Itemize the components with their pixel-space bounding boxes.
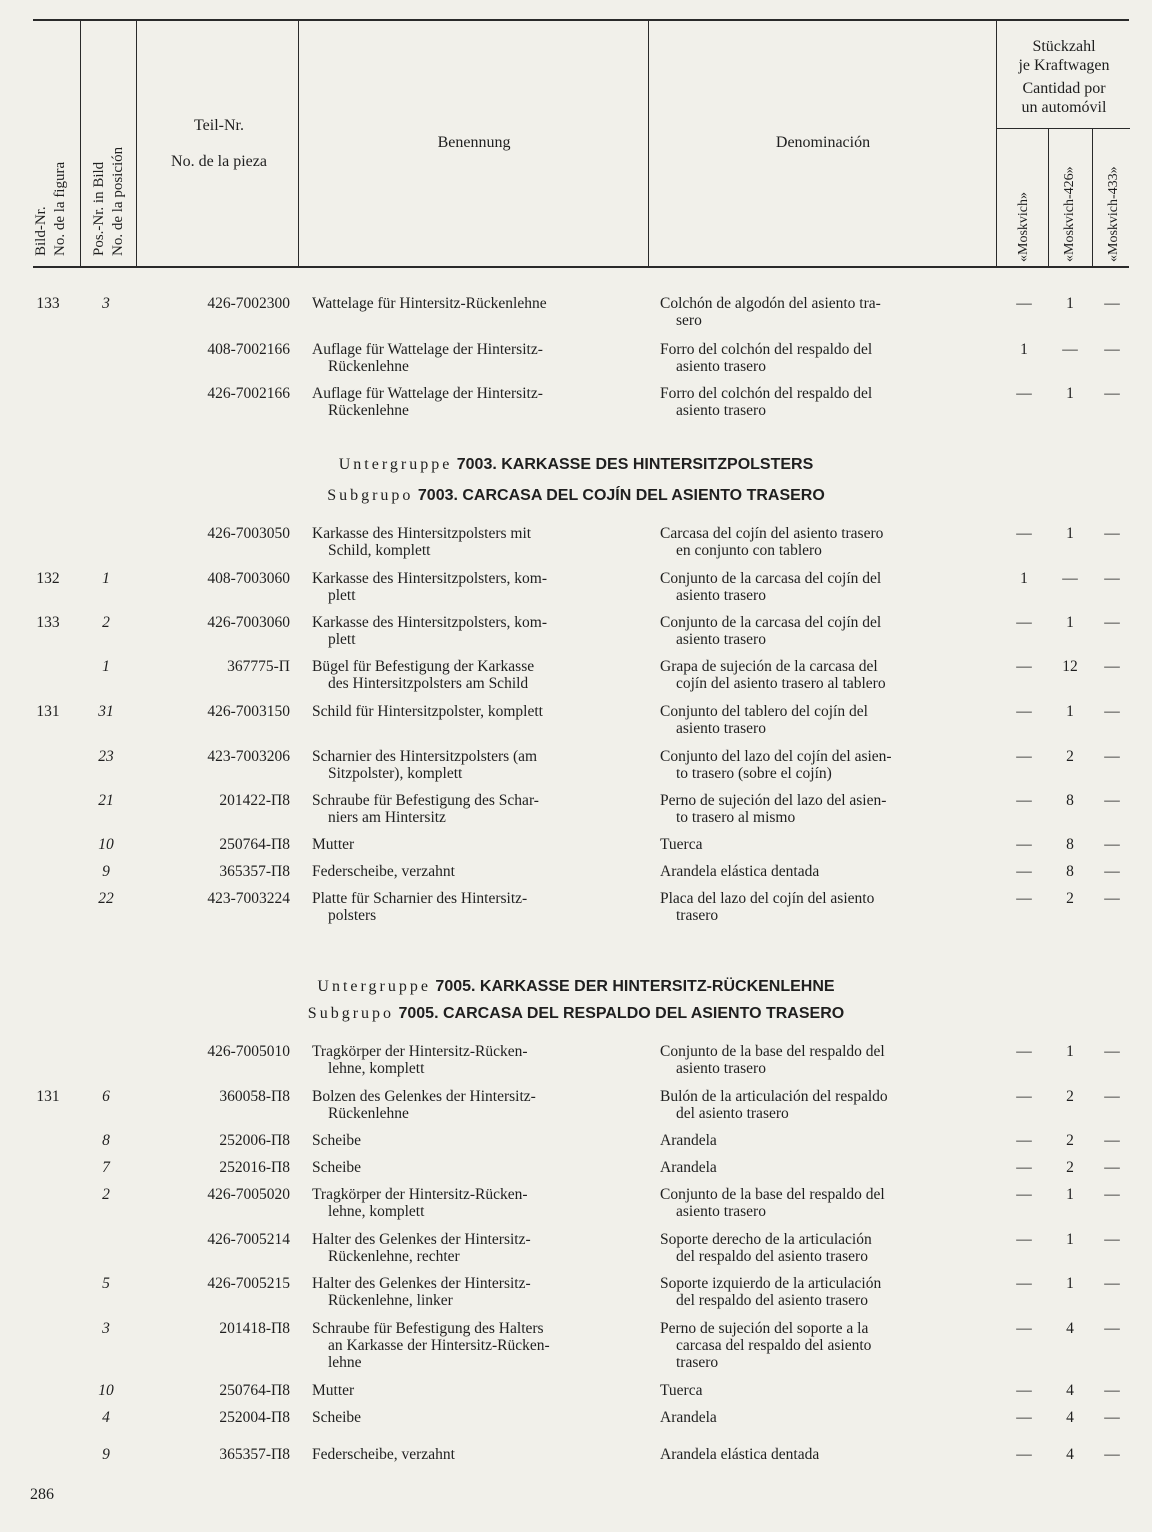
- qty-moskvich: —: [1016, 1446, 1032, 1463]
- qty-moskvich-433: —: [1104, 863, 1120, 880]
- qty-moskvich: —: [1016, 658, 1032, 675]
- qty-moskvich: —: [1016, 1382, 1032, 1399]
- name-german: Scheibe: [312, 1132, 362, 1149]
- qty-moskvich-426: 12: [1062, 658, 1078, 675]
- part-no: 426-7003150: [207, 703, 290, 720]
- name-spanish: Arandela: [660, 1132, 717, 1149]
- position-no: 1: [102, 658, 110, 675]
- qty-moskvich-426: 1: [1066, 525, 1074, 542]
- part-no: 426-7003050: [207, 525, 290, 542]
- name-german: Mutter: [312, 1382, 355, 1399]
- qty-moskvich-426: 4: [1066, 1409, 1074, 1426]
- quantity-header-rule: [996, 128, 1130, 129]
- qty-moskvich-426: 2: [1066, 890, 1074, 907]
- qty-moskvich-426: 4: [1066, 1446, 1074, 1463]
- name-spanish: Colchón de algodón del asiento tra- sero: [660, 295, 881, 329]
- qty-moskvich: 1: [1020, 570, 1028, 587]
- qty-moskvich-433: —: [1104, 1446, 1120, 1463]
- qty-moskvich-433: —: [1104, 1409, 1120, 1426]
- part-no: 252006-П8: [219, 1132, 290, 1149]
- name-german: Bolzen des Gelenkes der Hintersitz- Rückenlehne: [312, 1088, 536, 1122]
- qty-moskvich-433: —: [1104, 890, 1120, 907]
- part-no: 201418-П8: [219, 1320, 290, 1337]
- qty-moskvich-433: —: [1104, 525, 1120, 542]
- part-no: 250764-П8: [219, 836, 290, 853]
- name-spanish: Conjunto de la carcasa del cojín del asiento trasero: [660, 570, 882, 604]
- name-german: Karkasse des Hintersitzpolsters mit Schild, komplett: [312, 525, 532, 559]
- position-no: 4: [102, 1409, 110, 1426]
- name-spanish: Forro del colchón del respaldo del asiento trasero: [660, 341, 873, 375]
- name-spanish: Arandela: [660, 1159, 717, 1176]
- part-no: 426-7002300: [207, 295, 290, 312]
- position-no: 2: [102, 1186, 110, 1203]
- name-german: Halter des Gelenkes der Hintersitz- Rückenlehne, rechter: [312, 1231, 531, 1265]
- header-figure-no: Bild-Nr. No. de la figura: [33, 161, 68, 256]
- name-german: Schild für Hintersitzpolster, komplett: [312, 703, 543, 720]
- part-no: 360058-П8: [219, 1088, 290, 1105]
- qty-moskvich: —: [1016, 1132, 1032, 1149]
- name-spanish: Perno de sujeción del lazo del asien- to trasero al mismo: [660, 792, 887, 826]
- qty-moskvich-426: 4: [1066, 1382, 1074, 1399]
- qty-moskvich: —: [1016, 748, 1032, 765]
- header-model-moskvich-426: «Moskvich-426»: [1062, 166, 1077, 262]
- name-german: Mutter: [312, 836, 355, 853]
- qty-moskvich-433: —: [1104, 1320, 1120, 1337]
- part-no: 426-7005215: [207, 1275, 290, 1292]
- name-german: Federscheibe, verzahnt: [312, 1446, 455, 1463]
- qty-moskvich: —: [1016, 890, 1032, 907]
- qty-moskvich-426: 1: [1066, 703, 1074, 720]
- name-spanish: Conjunto del lazo del cojín del asien- to trasero (sobre el cojín): [660, 748, 892, 782]
- qty-moskvich-426: 8: [1066, 836, 1074, 853]
- qty-moskvich-433: —: [1104, 1186, 1120, 1203]
- qty-moskvich-426: 1: [1066, 614, 1074, 631]
- part-no: 201422-П8: [219, 792, 290, 809]
- part-no: 423-7003206: [207, 748, 290, 765]
- qty-moskvich: —: [1016, 1275, 1032, 1292]
- qty-moskvich-433: —: [1104, 748, 1120, 765]
- name-spanish: Arandela elástica dentada: [660, 1446, 820, 1463]
- figure-no: 133: [36, 614, 60, 631]
- part-no: 408-7002166: [207, 341, 290, 358]
- qty-moskvich-433: —: [1104, 614, 1120, 631]
- qty-moskvich: —: [1016, 836, 1032, 853]
- qty-moskvich: —: [1016, 295, 1032, 312]
- header-top-rule: [33, 19, 1129, 21]
- name-german: Wattelage für Hintersitz-Rückenlehne: [312, 295, 547, 312]
- part-no: 250764-П8: [219, 1382, 290, 1399]
- column-divider: [1092, 128, 1093, 266]
- header-position-no: Pos.-Nr. in Bild No. de la posición: [91, 146, 126, 256]
- column-divider: [1048, 128, 1049, 266]
- column-divider: [136, 20, 137, 266]
- qty-moskvich-433: —: [1104, 836, 1120, 853]
- header-benennung: Benennung: [437, 134, 511, 151]
- qty-moskvich: —: [1016, 385, 1032, 402]
- part-no: 426-7005214: [207, 1231, 290, 1248]
- name-german: Scharnier des Hintersitzpolsters (am Sitzpolster), komplett: [312, 748, 538, 782]
- position-no: 6: [102, 1088, 110, 1105]
- name-german: Bügel für Befestigung der Karkasse des Hintersitzpolsters am Schild: [312, 658, 535, 692]
- name-spanish: Arandela elástica dentada: [660, 863, 820, 880]
- position-no: 31: [98, 703, 114, 720]
- qty-moskvich-433: —: [1104, 1132, 1120, 1149]
- position-no: 1: [102, 570, 110, 587]
- qty-moskvich-426: 4: [1066, 1320, 1074, 1337]
- qty-moskvich-426: 1: [1066, 1275, 1074, 1292]
- qty-moskvich-433: —: [1104, 385, 1120, 402]
- column-divider: [80, 20, 81, 266]
- part-no: 426-7005010: [207, 1043, 290, 1060]
- figure-no: 133: [36, 295, 60, 312]
- qty-moskvich: —: [1016, 1231, 1032, 1248]
- position-no: 9: [102, 1446, 110, 1463]
- qty-moskvich-433: —: [1104, 703, 1120, 720]
- name-spanish: Forro del colchón del respaldo del asiento trasero: [660, 385, 873, 419]
- name-german: Karkasse des Hintersitzpolsters, kom- plett: [312, 614, 548, 648]
- name-spanish: Conjunto del tablero del cojín del asiento trasero: [660, 703, 868, 737]
- name-spanish: Tuerca: [660, 836, 703, 853]
- name-spanish: Carcasa del cojín del asiento trasero en conjunto con tablero: [660, 525, 884, 559]
- part-no: 426-7003060: [207, 614, 290, 631]
- qty-moskvich: 1: [1020, 341, 1028, 358]
- part-no: 426-7005020: [207, 1186, 290, 1203]
- name-spanish: Bulón de la articulación del respaldo del asiento trasero: [660, 1088, 888, 1122]
- subgroup-7005-heading-de: Untergruppe 7005. KARKASSE DER HINTERSITZ-RÜCKENLEHNE: [317, 978, 835, 995]
- qty-moskvich-426: 2: [1066, 1132, 1074, 1149]
- qty-moskvich-433: —: [1104, 792, 1120, 809]
- subgroup-7003-heading-de: Untergruppe 7003. KARKASSE DES HINTERSITZPOLSTERS: [338, 456, 814, 473]
- name-german: Tragkörper der Hintersitz-Rücken- lehne, komplett: [312, 1186, 528, 1220]
- position-no: 3: [102, 295, 110, 312]
- figure-no: 131: [36, 1088, 60, 1105]
- name-spanish: Conjunto de la base del respaldo del asiento trasero: [660, 1186, 885, 1220]
- name-german: Schraube für Befestigung des Schar- niers am Hintersitz: [312, 792, 539, 826]
- position-no: 9: [102, 863, 110, 880]
- qty-moskvich-426: 8: [1066, 792, 1074, 809]
- header-model-moskvich-433: «Moskvich-433»: [1106, 166, 1121, 262]
- name-german: Scheibe: [312, 1159, 362, 1176]
- qty-moskvich: —: [1016, 1186, 1032, 1203]
- position-no: 23: [98, 748, 114, 765]
- name-spanish: Tuerca: [660, 1382, 703, 1399]
- position-no: 2: [102, 614, 110, 631]
- qty-moskvich-426: 2: [1066, 748, 1074, 765]
- qty-moskvich-433: —: [1104, 1043, 1120, 1060]
- qty-moskvich-433: —: [1104, 1159, 1120, 1176]
- qty-moskvich: —: [1016, 1088, 1032, 1105]
- name-german: Auflage für Wattelage der Hintersitz- Rückenlehne: [312, 341, 543, 375]
- part-no: 252016-П8: [219, 1159, 290, 1176]
- part-no: 365357-П8: [219, 1446, 290, 1463]
- position-no: 22: [98, 890, 114, 907]
- subgroup-7003-heading-es: Subgrupo 7003. CARCASA DEL COJÍN DEL ASIENTO TRASERO: [327, 487, 825, 504]
- qty-moskvich: —: [1016, 614, 1032, 631]
- qty-moskvich-426: 8: [1066, 863, 1074, 880]
- qty-moskvich-426: 2: [1066, 1088, 1074, 1105]
- name-german: Karkasse des Hintersitzpolsters, kom- plett: [312, 570, 548, 604]
- qty-moskvich-433: —: [1104, 1382, 1120, 1399]
- qty-moskvich: —: [1016, 703, 1032, 720]
- qty-moskvich-433: —: [1104, 570, 1120, 587]
- name-spanish: Conjunto de la carcasa del cojín del asiento trasero: [660, 614, 882, 648]
- qty-moskvich: —: [1016, 792, 1032, 809]
- qty-moskvich-433: —: [1104, 1231, 1120, 1248]
- part-no: 367775-П: [227, 658, 290, 675]
- qty-moskvich-433: —: [1104, 658, 1120, 675]
- qty-moskvich-426: 1: [1066, 1043, 1074, 1060]
- name-german: Halter des Gelenkes der Hintersitz- Rückenlehne, linker: [312, 1275, 531, 1309]
- name-spanish: Arandela: [660, 1409, 717, 1426]
- name-german: Scheibe: [312, 1409, 362, 1426]
- position-no: 3: [102, 1320, 110, 1337]
- header-denominacion: Denominación: [775, 134, 871, 151]
- qty-moskvich-426: —: [1062, 570, 1078, 587]
- qty-moskvich-433: —: [1104, 1275, 1120, 1292]
- name-spanish: Grapa de sujeción de la carcasa del cojín del asiento trasero al tablero: [660, 658, 886, 692]
- qty-moskvich: —: [1016, 1043, 1032, 1060]
- qty-moskvich-426: 1: [1066, 295, 1074, 312]
- name-spanish: Soporte izquierdo de la articulación del respaldo del asiento trasero: [660, 1275, 882, 1309]
- part-no: 408-7003060: [207, 570, 290, 587]
- figure-no: 132: [36, 570, 60, 587]
- qty-moskvich-433: —: [1104, 295, 1120, 312]
- part-no: 426-7002166: [207, 385, 290, 402]
- name-spanish: Perno de sujeción del soporte a la carcasa del respaldo del asiento trasero: [660, 1320, 872, 1371]
- part-no: 423-7003224: [207, 890, 290, 907]
- name-german: Federscheibe, verzahnt: [312, 863, 455, 880]
- qty-moskvich-426: 1: [1066, 1186, 1074, 1203]
- qty-moskvich-433: —: [1104, 341, 1120, 358]
- part-no: 252004-П8: [219, 1409, 290, 1426]
- name-spanish: Conjunto de la base del respaldo del asiento trasero: [660, 1043, 885, 1077]
- header-bottom-rule: [33, 266, 1129, 268]
- page-number: 286: [30, 1486, 54, 1503]
- position-no: 10: [98, 1382, 114, 1399]
- qty-moskvich: —: [1016, 1409, 1032, 1426]
- qty-moskvich: —: [1016, 863, 1032, 880]
- subgroup-7005-heading-es: Subgrupo 7005. CARCASA DEL RESPALDO DEL ASIENTO TRASERO: [307, 1005, 845, 1022]
- qty-moskvich: —: [1016, 1159, 1032, 1176]
- qty-moskvich-433: —: [1104, 1088, 1120, 1105]
- name-german: Platte für Scharnier des Hintersitz- polsters: [312, 890, 528, 924]
- figure-no: 131: [36, 703, 60, 720]
- position-no: 7: [102, 1159, 110, 1176]
- part-no: 365357-П8: [219, 863, 290, 880]
- qty-moskvich: —: [1016, 1320, 1032, 1337]
- position-no: 10: [98, 836, 114, 853]
- header-part-no: Teil-Nr. No. de la pieza: [171, 117, 267, 170]
- qty-moskvich-426: 2: [1066, 1159, 1074, 1176]
- qty-moskvich-426: 1: [1066, 1231, 1074, 1248]
- qty-moskvich-426: —: [1062, 341, 1078, 358]
- name-german: Auflage für Wattelage der Hintersitz- Rückenlehne: [312, 385, 543, 419]
- qty-moskvich: —: [1016, 525, 1032, 542]
- header-model-moskvich: «Moskvich»: [1016, 192, 1031, 262]
- header-quantity: Stückzahl je Kraftwagen Cantidad por un automóvil: [1018, 38, 1110, 116]
- name-spanish: Placa del lazo del cojín del asiento trasero: [660, 890, 875, 924]
- position-no: 8: [102, 1132, 110, 1149]
- position-no: 5: [102, 1275, 110, 1292]
- position-no: 21: [98, 792, 114, 809]
- qty-moskvich-426: 1: [1066, 385, 1074, 402]
- name-german: Schraube für Befestigung des Halters an Karkasse der Hintersitz-Rücken- lehne: [312, 1320, 550, 1371]
- name-german: Tragkörper der Hintersitz-Rücken- lehne, komplett: [312, 1043, 528, 1077]
- column-divider: [298, 20, 299, 266]
- name-spanish: Soporte derecho de la articulación del respaldo del asiento trasero: [660, 1231, 872, 1265]
